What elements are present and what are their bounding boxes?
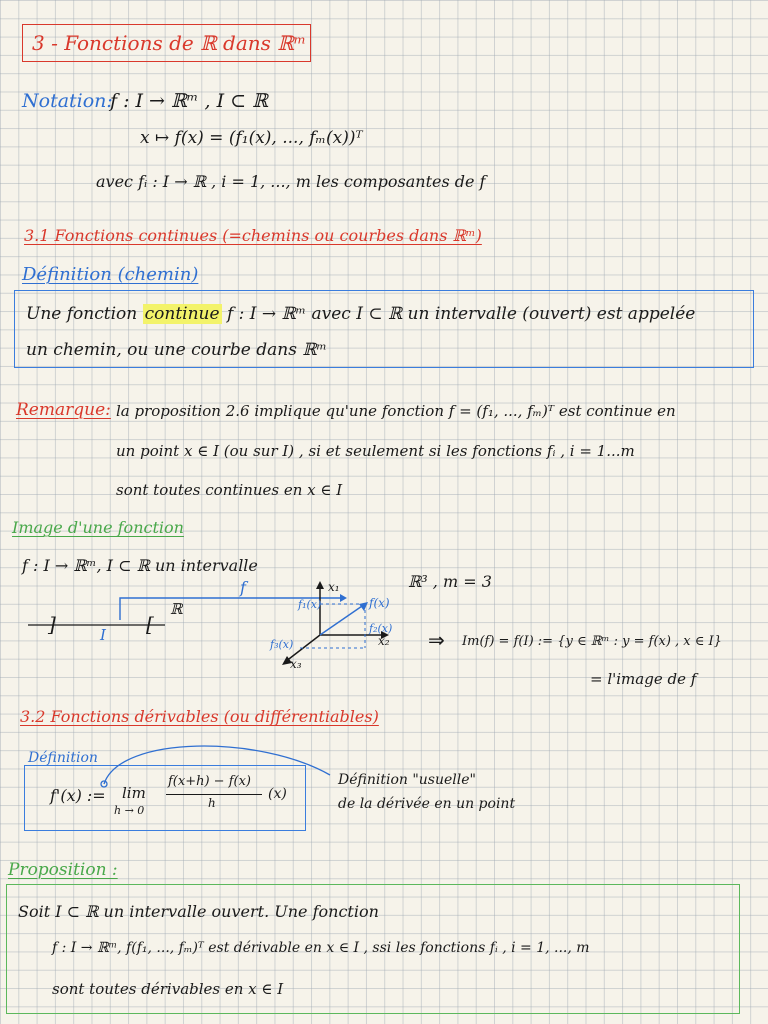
section-3-1-title: 3.1 Fonctions continues (=chemins ou courbes dans ℝᵐ) (24, 226, 482, 245)
definition-chemin-label: Définition (chemin) (22, 264, 199, 285)
image-definition: Im(f) = f(I) := {y ∈ ℝᵐ : y = f(x) , x ∈ I} (462, 634, 722, 649)
proposition-line-2: f : I → ℝᵐ, f(f₁, ..., fₘ)ᵀ est dérivable en x ∈ I , ssi les fonctions fᵢ , i = 1, ..., m (52, 940, 590, 956)
derivative-lim: lim (122, 784, 146, 802)
notation-label: Notation: (22, 90, 113, 112)
derivative-note-line-2: de la dérivée en un point (338, 796, 516, 812)
remarque-line-1: la proposition 2.6 implique qu'une fonction f = (f₁, ..., fₘ)ᵀ est continue en (116, 402, 676, 420)
image-section-line-1: f : I → ℝᵐ, I ⊂ ℝ un intervalle (22, 556, 258, 575)
derivative-lim-sub: h → 0 (114, 804, 145, 817)
bracket-left: ] (48, 612, 56, 636)
image-section-title: Image d'une fonction (12, 518, 184, 537)
highlight-continue: continue (144, 304, 220, 324)
remarque-label: Remarque: (16, 400, 111, 420)
point-f-label: f(x) (369, 596, 390, 610)
axis-x3-label: x₁ (328, 580, 340, 594)
remarque-line-2: un point x ∈ I (ou sur I) , si et seulement si les fonctions fᵢ , i = 1...m (116, 442, 635, 460)
r3-note: ℝ³ , m = 3 (408, 572, 492, 591)
derivative-lhs: f'(x) := (50, 786, 106, 805)
point-f1-label: f₁(x) (298, 598, 322, 611)
image-name: = l'image de f (590, 670, 697, 688)
proposition-line-1: Soit I ⊂ ℝ un intervalle ouvert. Une fonction (18, 902, 379, 921)
section-3-2-title: 3.2 Fonctions dérivables (ou différentiables) (20, 707, 379, 726)
proposition-line-3: sont toutes dérivables en x ∈ I (52, 980, 284, 998)
proposition-label: Proposition : (8, 860, 118, 880)
axis-x2-label: x₂ (378, 634, 390, 648)
definition-text-after: f : I → ℝᵐ avec I ⊂ ℝ un intervalle (ouvert) est appelée (226, 304, 696, 324)
derivative-numerator: f(x+h) − f(x) (168, 774, 251, 789)
implies-arrow: ⇒ (428, 628, 445, 652)
point-f2-label: f₂(x) (369, 622, 393, 635)
definition-chemin-line-2: un chemin, ou une courbe dans ℝᵐ (26, 340, 327, 360)
real-line-label: ℝ (170, 600, 183, 618)
derivative-tail: (x) (268, 786, 287, 802)
notation-line-1: f : I → ℝᵐ , I ⊂ ℝ (110, 90, 268, 112)
axis-x1-label: x₃ (290, 657, 302, 671)
point-f3-label: f₃(x) (270, 638, 294, 651)
notation-line-3: avec fᵢ : I → ℝ , i = 1, ..., m les composantes de f (96, 172, 486, 191)
notation-line-2: x ↦ f(x) = (f₁(x), ..., fₘ(x))ᵀ (140, 128, 363, 148)
mapping-label-f: f (240, 578, 246, 597)
definition-derivee-label: Définition (28, 750, 98, 766)
interval-label-I: I (100, 626, 106, 644)
derivative-note-line-1: Définition "usuelle" (338, 772, 476, 788)
remarque-line-3: sont toutes continues en x ∈ I (116, 481, 343, 499)
bracket-right: [ (146, 612, 154, 636)
section-3-title: 3 - Fonctions de ℝ dans ℝᵐ (32, 31, 307, 55)
derivative-denominator: h (208, 796, 216, 810)
definition-text-before: Une fonction (26, 304, 138, 324)
